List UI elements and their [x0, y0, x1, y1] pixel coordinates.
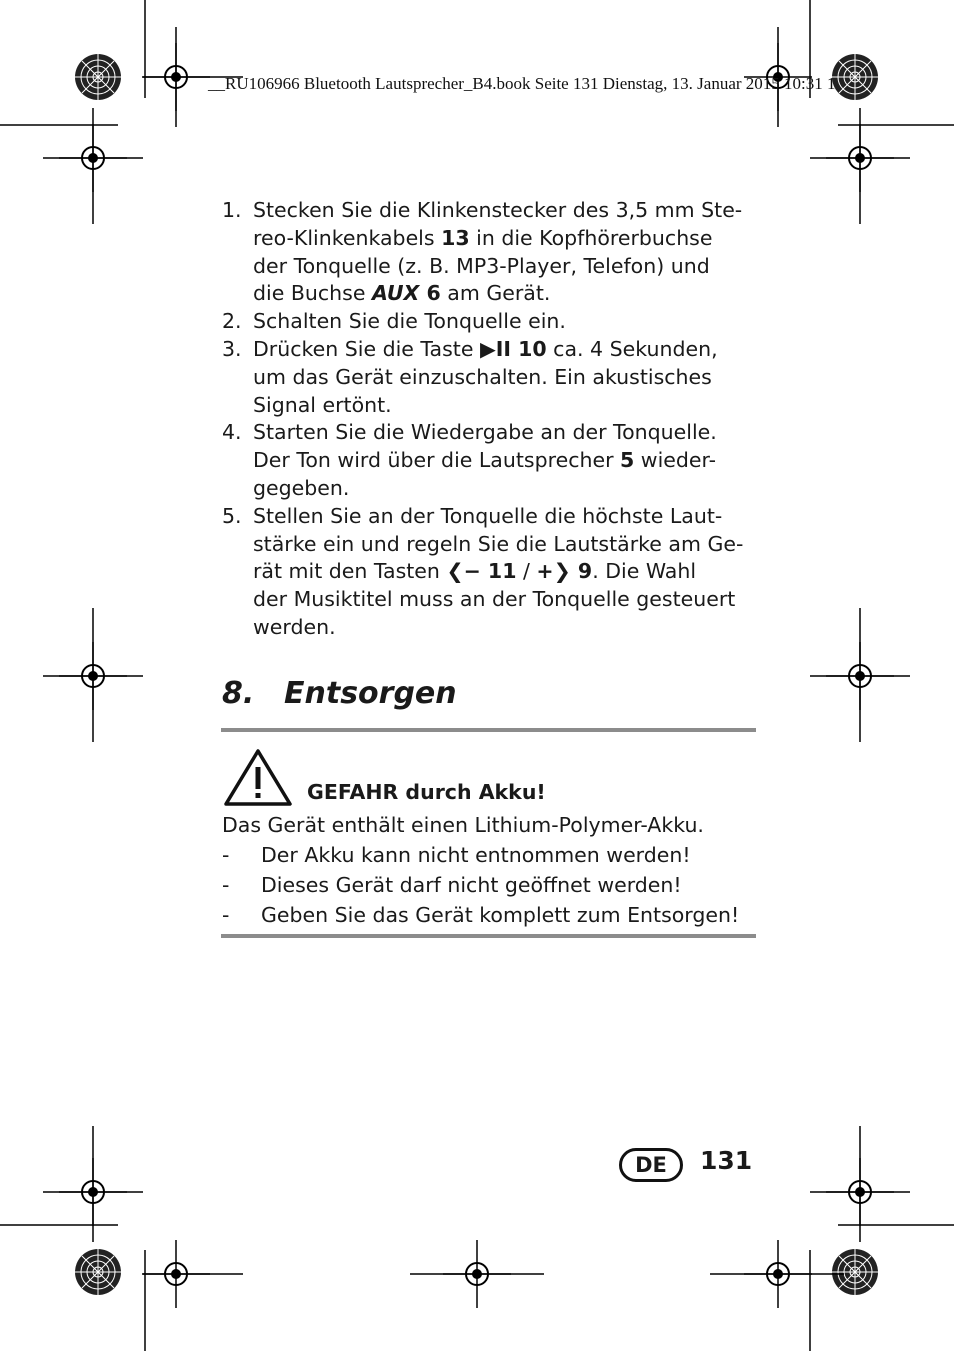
- star-target-icon: [832, 54, 878, 100]
- volume-down-icon: ❮−: [446, 559, 481, 584]
- warning-intro: Das Gerät enthält einen Lithium-Polymer-Akku.: [222, 813, 704, 837]
- list-item: 4. Starten Sie die Wiedergabe an der Tonquelle. Der Ton wird über die Lautsprecher 5 wieder- gegeben.: [222, 420, 717, 500]
- step-number: 2.: [222, 309, 242, 334]
- step-number: 4.: [222, 420, 242, 445]
- list-item: 2. Schalten Sie die Tonquelle ein.: [222, 308, 762, 336]
- warning-title: GEFAHR durch Akku!: [307, 780, 546, 804]
- play-pause-icon: ▶II: [479, 336, 511, 361]
- volume-up-icon: +❯: [536, 559, 571, 584]
- list-item: - Geben Sie das Gerät komplett zum Entsorgen!: [222, 903, 740, 927]
- section-heading: [222, 676, 457, 711]
- language-badge: DE: [619, 1148, 683, 1182]
- warning-text: [222, 810, 782, 930]
- list-item: - Der Akku kann nicht entnommen werden!: [222, 843, 691, 867]
- list-item: 5. Stellen Sie an der Tonquelle die höchste Laut- stärke ein und regeln Sie die Lautstärke am Ge- rät mit den Tasten ❮− 11 / +❯ 9. Die Wahl der Musiktitel muss an der Tonquelle gesteuert werden.: [222, 503, 744, 639]
- section-title: Entsorgen: [284, 676, 457, 711]
- section-divider: [221, 728, 756, 732]
- print-slug: __RU106966 Bluetooth Lautsprecher_B4.book Seite 131 Dienstag, 13. Januar 2015 10:31 1: [208, 74, 836, 93]
- step-number: 3.: [222, 336, 242, 361]
- list-item: 1. Stecken Sie die Klinkenstecker des 3,5 mm Ste- reo-Klinkenkabels 13 in die Kopfhörerbuchse der Tonquelle (z. B. MP3-Player, Telefon) und die Buchse AUX 6 am Gerät.: [222, 198, 743, 306]
- list-item: - Dieses Gerät darf nicht geöffnet werden!: [222, 873, 682, 897]
- list-item: 3. Drücken Sie die Taste ▶II 10 ca. 4 Sekunden, um das Gerät einzuschalten. Ein akustisches Signal ertönt.: [222, 336, 718, 417]
- star-target-icon: [75, 1249, 121, 1295]
- warning-triangle-icon: [223, 747, 293, 807]
- step-number: 1.: [222, 198, 242, 222]
- instruction-list: [222, 197, 762, 642]
- star-target-icon: [832, 1249, 878, 1295]
- step-number: 5.: [222, 503, 242, 528]
- section-number: 8.: [222, 676, 255, 711]
- warning-divider: [221, 934, 756, 938]
- star-target-icon: [75, 54, 121, 100]
- page-number: 131: [700, 1146, 753, 1175]
